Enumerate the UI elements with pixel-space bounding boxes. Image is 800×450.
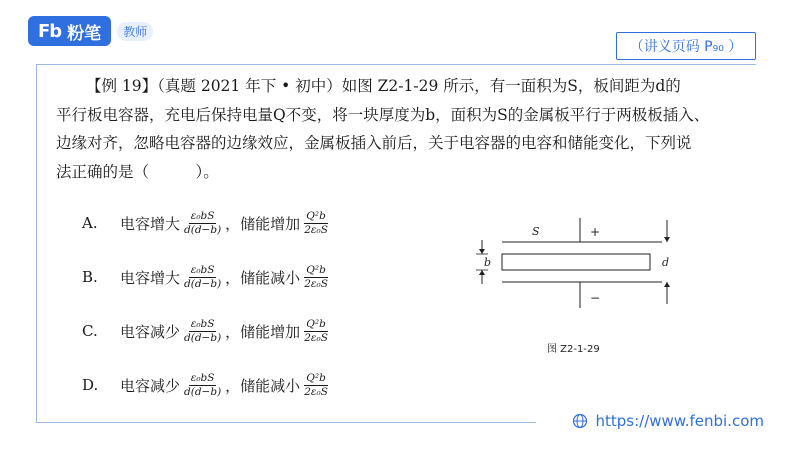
capacitance-fraction: $\frac{\text{ε₀bS}}{d(d-b)}$ xyxy=(184,263,222,290)
capacitor-figure xyxy=(462,212,702,362)
logo-mark: Fb xyxy=(38,20,62,42)
label-plus: + xyxy=(590,225,601,239)
d-arrowhead-top xyxy=(664,237,670,242)
logo-badge xyxy=(28,16,111,46)
logo-sub-label: 教师 xyxy=(117,22,153,41)
frame-top-line xyxy=(36,64,756,65)
capacitor-diagram xyxy=(462,212,702,342)
b-arrowhead-bottom xyxy=(479,270,485,275)
option-text-2: ，储能减小 xyxy=(225,268,301,287)
label-d: d xyxy=(662,256,670,269)
energy-fraction: $\frac{\text{Q²b}}{\text{2ε₀S}}$ xyxy=(304,209,328,236)
footer-website[interactable] xyxy=(572,412,764,430)
globe-icon xyxy=(572,413,588,429)
option-text-2: ，储能增加 xyxy=(225,214,301,233)
d-arrowhead-bottom xyxy=(664,282,670,287)
question-line-4: 法正确的是（ ）。 xyxy=(56,162,219,181)
option-text-2: ，储能增加 xyxy=(225,322,301,341)
capacitance-fraction: $\frac{\text{ε₀bS}}{d(d-b)}$ xyxy=(184,317,222,344)
page-reference-box: （讲义页码 P₉₀ ） xyxy=(616,32,756,60)
logo-name: 粉笔 xyxy=(67,23,102,44)
option-text-1: 电容增大 xyxy=(120,268,181,287)
question-line-1: 【例 19】（真题 2021 年下 • 初中）如图 Z2-1-29 所示，有一面积为S，板间距为d的 xyxy=(86,77,681,95)
website-url[interactable]: https://www.fenbi.com xyxy=(595,412,764,430)
question-line-3: 边缘对齐，忽略电容器的边缘效应，金属板插入前后，关于电容器的电容和储能变化，下列说 xyxy=(56,134,692,152)
capacitance-fraction: $\frac{\text{ε₀bS}}{d(d-b)}$ xyxy=(184,371,222,398)
energy-fraction: $\frac{\text{Q²b}}{\text{2ε₀S}}$ xyxy=(304,263,328,290)
frame-left-line xyxy=(36,64,37,422)
option-text-2: ，储能减小 xyxy=(225,376,301,395)
label-minus: − xyxy=(590,291,601,305)
answer-options xyxy=(82,196,332,412)
option-d[interactable] xyxy=(82,358,332,412)
option-text-1: 电容减少 xyxy=(120,376,181,395)
option-label: D. xyxy=(82,376,99,394)
option-label: A. xyxy=(82,214,98,232)
capacitance-fraction: $\frac{\text{ε₀bS}}{d(d-b)}$ xyxy=(184,209,222,236)
question-text xyxy=(56,72,756,186)
label-b: b xyxy=(484,256,492,269)
label-s: S xyxy=(532,225,540,238)
option-label: B. xyxy=(82,268,98,286)
option-label: C. xyxy=(82,322,98,340)
option-c[interactable] xyxy=(82,304,332,358)
option-a[interactable] xyxy=(82,196,332,250)
energy-fraction: $\frac{\text{Q²b}}{\text{2ε₀S}}$ xyxy=(304,371,328,398)
option-b[interactable] xyxy=(82,250,332,304)
option-text-1: 电容增大 xyxy=(120,214,181,233)
option-text-1: 电容减少 xyxy=(120,322,181,341)
question-line-2: 平行板电容器，充电后保持电量Q不变，将一块厚度为b，面积为S的金属板平行于两极板插入、 xyxy=(56,105,710,124)
energy-fraction: $\frac{\text{Q²b}}{\text{2ε₀S}}$ xyxy=(304,317,328,344)
frame-bottom-line xyxy=(36,422,536,423)
metal-slab xyxy=(502,254,650,270)
figure-caption: 图 Z2-1-29 xyxy=(547,344,600,355)
b-arrowhead-top xyxy=(479,249,485,254)
fenbi-logo xyxy=(28,14,153,48)
